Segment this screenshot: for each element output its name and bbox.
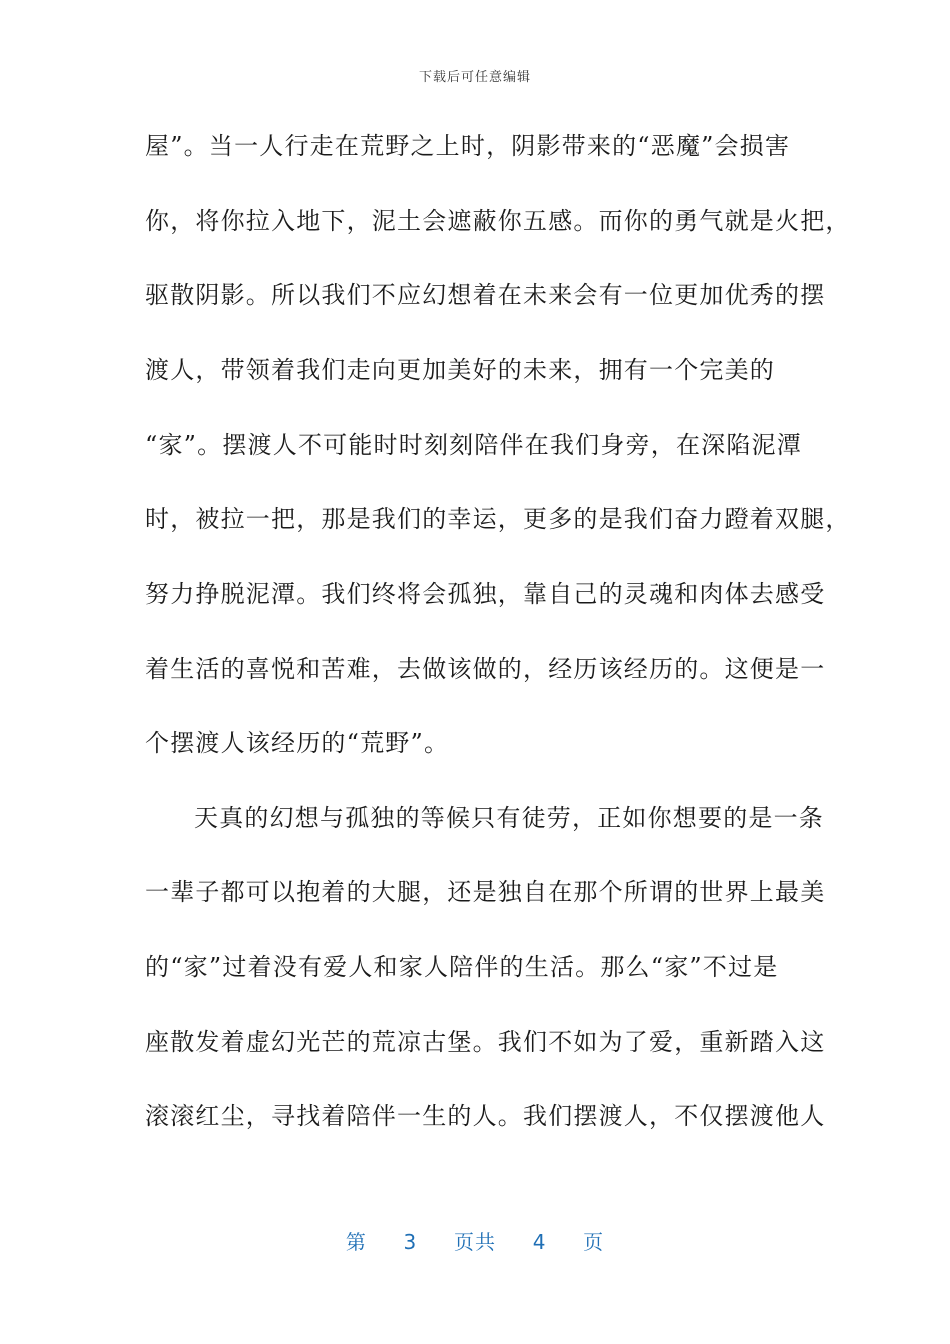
text-line: 滚滚红尘，寻找着陪伴一生的人。我们摆渡人，不仅摆渡他人	[145, 1102, 826, 1130]
text-line: 屋”。当一人行走在荒野之上时，阴影带来的“恶魔”会损害	[145, 132, 791, 160]
text-line: 个摆渡人该经历的“荒野”。	[145, 729, 450, 757]
text-line: 的“家”过着没有爱人和家人陪伴的生活。那么“家”不过是	[145, 953, 779, 981]
text-line: “家”。摆渡人不可能时时刻刻陪伴在我们身旁，在深陷泥潭	[145, 431, 802, 459]
text-line: 你，将你拉入地下，泥土会遮蔽你五感。而你的勇气就是火把，	[145, 207, 851, 235]
text-line: 天真的幻想与孤独的等候只有徒劳，正如你想要的是一条	[194, 804, 824, 832]
page-label-mid: 页共	[454, 1230, 496, 1254]
page-label-prefix: 第	[345, 1230, 367, 1254]
text-line: 座散发着虚幻光芒的荒凉古堡。我们不如为了爱，重新踏入这	[145, 1028, 826, 1056]
header-note: 下载后可任意编辑	[418, 70, 531, 85]
text-line: 驱散阴影。所以我们不应幻想着在未来会有一位更加优秀的摆	[145, 281, 826, 309]
text-line: 渡人，带领着我们走向更加美好的未来，拥有一个完美的	[145, 356, 775, 384]
text-line: 努力挣脱泥潭。我们终将会孤独，靠自己的灵魂和肉体去感受	[145, 580, 826, 608]
page-label-suffix: 页	[583, 1230, 605, 1254]
text-line: 时，被拉一把，那是我们的幸运，更多的是我们奋力蹬着双腿，	[145, 505, 851, 533]
total-pages-number: 4	[532, 1230, 547, 1254]
current-page-number: 3	[403, 1230, 418, 1254]
text-line: 一辈子都可以抱着的大腿，还是独自在那个所谓的世界上最美	[145, 878, 826, 906]
text-line: 着生活的喜悦和苦难，去做该做的，经历该经历的。这便是一	[145, 655, 826, 683]
page-footer	[0, 1226, 950, 1255]
